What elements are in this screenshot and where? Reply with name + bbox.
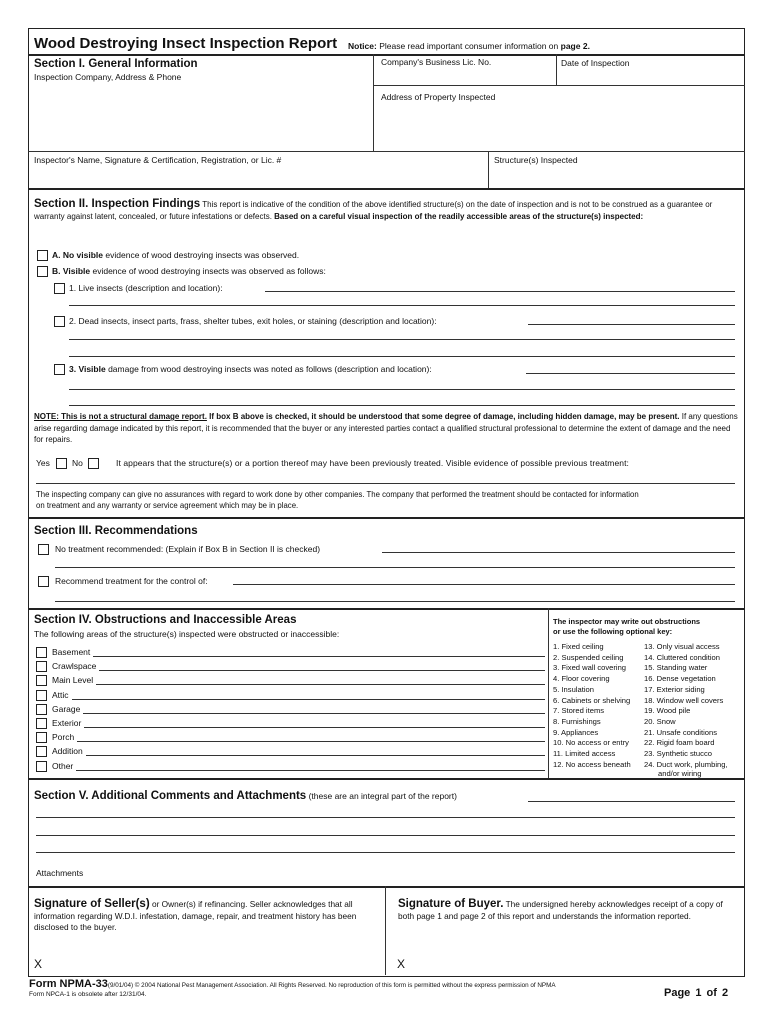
key-item: 18. Window well covers (644, 695, 724, 705)
checkbox-a[interactable] (37, 250, 48, 261)
yes-label: Yes (36, 458, 50, 468)
section1-heading: Section I. General Information (34, 58, 198, 70)
area-checkbox[interactable] (36, 718, 47, 729)
intro-bold: inspected: (603, 212, 644, 221)
checkbox-yes[interactable] (56, 458, 67, 469)
damage-label (69, 364, 432, 374)
write-line[interactable] (233, 584, 735, 585)
attachments-label: Attachments (36, 868, 84, 878)
key-item: 23. Synthetic stucco (644, 749, 712, 759)
area-label: Addition (52, 746, 86, 756)
form-name: Form NPMA-33 (29, 978, 108, 990)
area-label: Crawlspace (52, 661, 99, 671)
key-item: 13. Only visual access (644, 642, 720, 651)
write-line[interactable] (55, 567, 735, 568)
assurance-line: on treatment and any warranty or service agreement which may be in place. (36, 500, 299, 510)
page-number: Page 1 of 2 (664, 987, 729, 999)
area-checkbox[interactable] (36, 732, 47, 743)
note-text: If any questions arise regarding damage indicated by this report, it is recommended that the buyer or any interested parties contact a qualified structural (34, 412, 738, 433)
seller-text: history has been disclosed to the buyer. (34, 910, 357, 932)
buyer-block (398, 899, 738, 922)
divider (28, 886, 745, 888)
prev-treated-text: It appears that the structure(s) or a portion thereof may have been previously treated. Visible evidence of possible previous treatment: (116, 458, 629, 468)
key-item: 17. Exterior siding (644, 684, 705, 694)
write-line[interactable] (36, 483, 735, 484)
area-row (35, 675, 545, 687)
form-date: (9/01/04) (107, 982, 134, 989)
write-line[interactable] (528, 801, 735, 802)
address-label: Address of Property Inspected (381, 92, 496, 102)
finding-a-text: evidence of wood destroying insects was observed. (105, 250, 300, 260)
divider (373, 85, 745, 86)
section5-heading-row (34, 790, 457, 802)
key-item: 12. No access beneath (553, 759, 631, 769)
divider (385, 886, 386, 975)
damage-bold: 3. Visible (69, 364, 106, 374)
area-label: Attic (52, 690, 72, 700)
recommend-label: Recommend treatment for the control of: (55, 576, 208, 586)
area-label: Basement (52, 647, 93, 657)
divider (548, 608, 549, 778)
company-label: Inspection Company, Address & Phone (34, 72, 182, 82)
area-label: Exterior (52, 718, 84, 728)
write-line[interactable] (69, 389, 735, 390)
key-item: 16. Dense vegetation (644, 674, 716, 684)
write-line[interactable] (382, 552, 735, 553)
no-label: No (72, 458, 83, 468)
notice-page: page 2. (560, 41, 590, 51)
intro-text: This report is indicative of the condition of the above identified structure(s) on the date of inspection and is not to be construed as a (202, 200, 665, 209)
area-checkbox[interactable] (36, 647, 47, 658)
write-line[interactable] (52, 770, 545, 771)
area-checkbox[interactable] (36, 761, 47, 772)
area-row (35, 732, 545, 744)
checkbox-b[interactable] (37, 266, 48, 277)
write-line[interactable] (36, 835, 735, 836)
write-line[interactable] (36, 817, 735, 818)
assurance-line: The inspecting company can give no assurances with regard to work done by other companies. The company that performed the treatment should be contacted for information (36, 490, 639, 499)
checkbox-b1[interactable] (54, 283, 65, 294)
key-item: and/or wiring (658, 769, 702, 779)
key-item: 3. Fixed wall covering (553, 663, 627, 673)
footer-line (29, 978, 556, 990)
key-item: 8. Furnishings (553, 716, 601, 726)
key-title-line: The inspector may write out obstructions (553, 617, 701, 626)
finding-b-bold: B. Visible (52, 266, 91, 276)
key-item: 20. Snow (644, 716, 676, 726)
divider (28, 54, 745, 56)
section5-heading: Section V. Additional Comments and Attachments (34, 790, 307, 802)
section4-subtext: The following areas of the structure(s) inspected were obstructed or inaccessible: (34, 629, 340, 639)
key-item: 10. No access or entry (553, 738, 629, 748)
area-label: Garage (52, 704, 83, 714)
write-line[interactable] (52, 699, 545, 700)
key-item: 6. Cabinets or shelving (553, 695, 631, 705)
key-item: 21. Unsafe conditions (644, 727, 718, 737)
key-item: 9. Appliances (553, 727, 599, 737)
key-item: 7. Stored items (553, 706, 605, 716)
section5-note: (these are an integral part of the report) (308, 791, 457, 801)
write-line[interactable] (526, 373, 735, 374)
finding-b-text: evidence of wood destroying insects was observed as follows: (92, 266, 326, 276)
key-item: 19. Wood pile (644, 706, 691, 716)
divider (28, 151, 745, 152)
note-lead: NOTE: This is not a structural damage report. (34, 412, 207, 421)
seller-text: all information regarding W.D.I. infestation, damage, repair, and treatment (34, 899, 353, 921)
seller-block (34, 899, 379, 934)
key-item: 24. Duct work, plumbing, (644, 759, 728, 769)
no-treatment-label: No treatment recommended: (Explain if Box B in Section II is checked) (55, 544, 321, 554)
key-item: 5. Insulation (553, 684, 594, 694)
write-line[interactable] (52, 741, 545, 742)
copyright: © 2004 National Pest Management Association. All Rights Reserved. No reproduction of this form is permitted without the express permission of NPMA (134, 982, 556, 989)
section4-heading: Section IV. Obstructions and Inaccessible Areas (34, 614, 297, 626)
damage-note (34, 411, 740, 446)
notice (348, 41, 590, 51)
area-label: Other (52, 761, 76, 771)
write-line[interactable] (52, 670, 545, 671)
key-left (553, 642, 643, 770)
seller-heading: Signature of Seller(s) (34, 898, 150, 910)
buyer-text: The undersigned hereby acknowledges receipt of a (505, 899, 694, 909)
section2-intro (34, 198, 740, 223)
intro-text: guarantee or warranty against latent, concealed, or future infestations or defects. (34, 200, 713, 221)
note-present: present. (648, 412, 680, 421)
divider (28, 608, 745, 610)
divider (28, 188, 745, 190)
key-item: 1. Fixed ceiling (553, 642, 604, 651)
write-line[interactable] (69, 356, 735, 357)
write-line[interactable] (265, 291, 735, 292)
inspector-label: Inspector's Name, Signature & Certification, Registration, or Lic. # (34, 155, 282, 165)
key-right (644, 642, 744, 777)
write-line[interactable] (69, 305, 735, 306)
area-checkbox[interactable] (36, 746, 47, 757)
area-row (35, 704, 545, 716)
key-item: 2. Suspended ceiling (553, 652, 624, 662)
divider (488, 151, 489, 188)
checkbox-recommend[interactable] (38, 576, 49, 587)
area-checkbox[interactable] (36, 675, 47, 686)
finding-b (52, 266, 326, 276)
key-item: 15. Standing water (644, 663, 708, 673)
key-item: 11. Limited access (553, 749, 616, 759)
intro-bold: Based on a careful visual inspection of the readily accessible areas of the structure(s) (274, 212, 601, 221)
write-line[interactable] (55, 601, 735, 602)
write-line[interactable] (69, 405, 735, 406)
area-checkbox[interactable] (36, 704, 47, 715)
finding-a (52, 250, 299, 260)
live-insects-label: 1. Live insects (description and location): (69, 283, 223, 293)
note-text: professional to determine the extent of damage and the need for repairs. (34, 423, 731, 444)
section3-heading: Section III. Recommendations (34, 525, 198, 537)
notice-text: Please read important consumer information on (379, 41, 559, 51)
area-label: Main Level (52, 675, 96, 685)
write-line[interactable] (52, 656, 545, 657)
checkbox-b2[interactable] (54, 316, 65, 327)
key-item: 14. Cluttered condition (644, 652, 720, 662)
key-title (553, 617, 700, 637)
area-row (35, 746, 545, 758)
write-line[interactable] (52, 684, 545, 685)
checkbox-no[interactable] (88, 458, 99, 469)
area-checkbox[interactable] (36, 661, 47, 672)
seller-signature-line[interactable]: X (34, 957, 43, 971)
obsolete-note: Form NPCA-1 is obsolete after 12/31/04. (29, 991, 147, 998)
seller-text: or Owner(s) if refinancing. Seller acknowledges that (151, 899, 342, 909)
write-line[interactable] (528, 324, 735, 325)
finding-a-bold: A. No visible (52, 250, 104, 260)
area-row (35, 690, 545, 702)
area-row (35, 761, 545, 773)
area-label: Porch (52, 732, 77, 742)
date-label: Date of Inspection (561, 58, 630, 68)
write-line[interactable] (69, 339, 735, 340)
divider (28, 517, 745, 519)
write-line[interactable] (52, 713, 545, 714)
key-item: 22. Rigid foam board (644, 738, 715, 748)
divider (556, 54, 557, 85)
section2-heading: Section II. Inspection Findings (34, 198, 201, 210)
form-title: Wood Destroying Insect Inspection Report (34, 35, 338, 52)
area-checkbox[interactable] (36, 690, 47, 701)
checkbox-b3[interactable] (54, 364, 65, 375)
key-title-line: or use the following optional key: (553, 627, 673, 636)
write-line[interactable] (52, 727, 545, 728)
divider (373, 54, 374, 151)
area-row (35, 718, 545, 730)
note-bold: If box B above is checked, it should be understood that some degree of damage, including hidden damage, may be (209, 412, 647, 421)
notice-label: Notice: (348, 41, 377, 51)
structures-label: Structure(s) Inspected (494, 155, 578, 165)
write-line[interactable] (36, 852, 735, 853)
license-label: Company's Business Lic. No. (381, 57, 492, 67)
buyer-heading: Signature of Buyer. (398, 898, 504, 910)
divider (28, 778, 745, 780)
checkbox-no-treatment[interactable] (38, 544, 49, 555)
damage-text: damage from wood destroying insects was noted as follows (description and location): (108, 364, 432, 374)
write-line[interactable] (52, 755, 545, 756)
buyer-text: reported. (657, 910, 691, 921)
buyer-text: copy of both page 1 and page 2 of this report and understands the information (398, 899, 723, 921)
buyer-signature-line[interactable]: X (397, 957, 406, 971)
assurance-text (36, 490, 740, 511)
key-item: 4. Floor covering (553, 674, 610, 684)
area-row (35, 661, 545, 673)
dead-insects-label: 2. Dead insects, insect parts, frass, shelter tubes, exit holes, or staining (description and location): (69, 316, 437, 326)
area-row (35, 647, 545, 659)
